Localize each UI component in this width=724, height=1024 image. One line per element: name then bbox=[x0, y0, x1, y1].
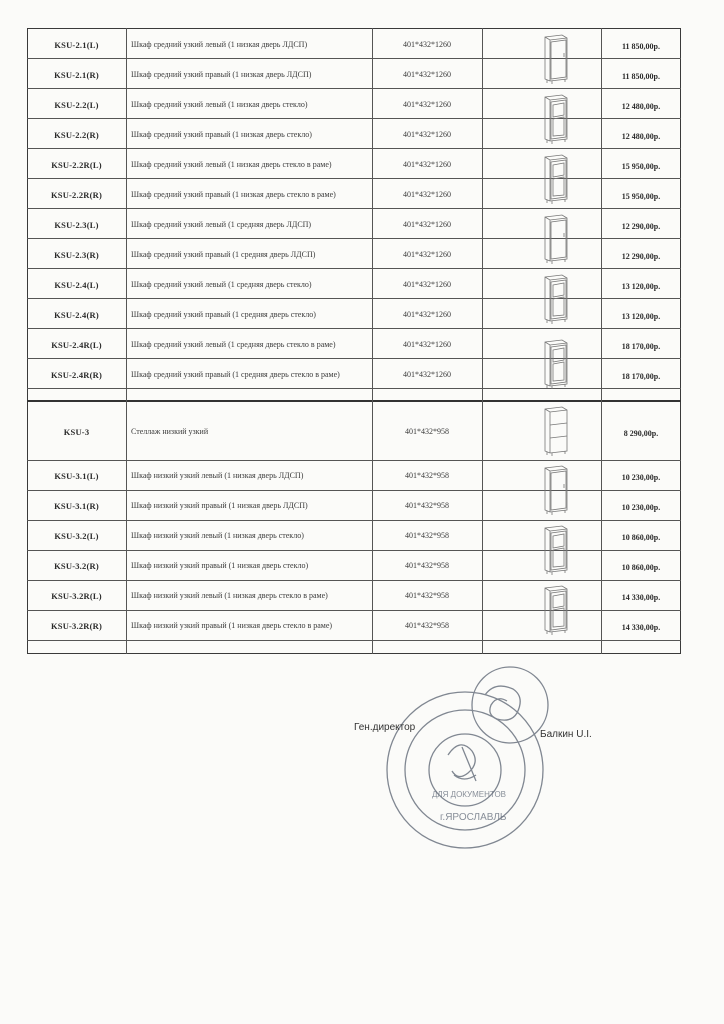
row-code: KSU-3.1(L) bbox=[54, 471, 99, 481]
cabinet-drawing bbox=[540, 273, 570, 325]
product-image bbox=[509, 581, 601, 639]
row-code: KSU-3.2(R) bbox=[54, 561, 99, 571]
row-price: 10 860,00р. bbox=[621, 533, 661, 542]
row-code: KSU-2.1(R) bbox=[54, 70, 99, 80]
row-dimensions: 401*432*958 bbox=[405, 426, 449, 436]
row-name: Шкаф средний узкий правый (1 средняя дверь стекло) bbox=[131, 310, 316, 319]
row-price: 12 480,00р. bbox=[621, 132, 661, 141]
row-price: 12 290,00р. bbox=[621, 222, 661, 231]
column-divider bbox=[126, 28, 127, 654]
row-price: 10 860,00р. bbox=[621, 563, 661, 572]
cabinet-drawing bbox=[540, 584, 570, 636]
cabinet-drawing bbox=[540, 153, 570, 205]
row-price: 14 330,00р. bbox=[621, 623, 661, 632]
row-dimensions: 401*432*958 bbox=[405, 591, 449, 600]
row-price: 12 480,00р. bbox=[621, 102, 661, 111]
product-image bbox=[509, 90, 601, 148]
signature-name: Балкин U.I. bbox=[540, 729, 592, 740]
row-code: KSU-3.1(R) bbox=[54, 501, 99, 511]
row-price: 15 950,00р. bbox=[621, 192, 661, 201]
cabinet-drawing bbox=[540, 213, 570, 265]
row-name: Шкаф низкий узкий левый (1 низкая дверь стекло в раме) bbox=[131, 591, 328, 600]
price-table bbox=[27, 28, 681, 654]
row-name: Шкаф средний узкий правый (1 низкая дверь ЛДСП) bbox=[131, 70, 312, 79]
row-price: 11 850,00р. bbox=[621, 72, 660, 81]
row-dimensions: 401*432*1260 bbox=[403, 220, 451, 229]
row-dimensions: 401*432*1260 bbox=[403, 310, 451, 319]
row-price: 18 170,00р. bbox=[621, 372, 661, 381]
row-price: 10 230,00р. bbox=[621, 473, 661, 482]
row-code: KSU-3 bbox=[63, 426, 90, 437]
row-price: 8 290,00р. bbox=[623, 428, 659, 438]
row-code: KSU-2.2R(L) bbox=[51, 160, 102, 170]
column-divider bbox=[601, 28, 602, 654]
company-stamp bbox=[370, 665, 570, 865]
row-dimensions: 401*432*1260 bbox=[403, 250, 451, 259]
row-price: 15 950,00р. bbox=[621, 162, 661, 171]
row-code: KSU-2.2(L) bbox=[54, 100, 99, 110]
product-image bbox=[509, 150, 601, 208]
row-name: Шкаф средний узкий левый (1 средняя дверь ЛДСП) bbox=[131, 220, 312, 229]
cabinet-drawing bbox=[540, 93, 570, 145]
row-name: Шкаф низкий узкий левый (1 низкая дверь стекло) bbox=[131, 531, 304, 540]
row-code: KSU-2.4R(R) bbox=[50, 370, 103, 380]
row-name: Шкаф низкий узкий правый (1 низкая дверь стекло) bbox=[131, 561, 309, 570]
row-dimensions: 401*432*1260 bbox=[403, 280, 451, 289]
row-dimensions: 401*432*1260 bbox=[403, 130, 451, 139]
row-name: Шкаф низкий узкий правый (1 низкая дверь ЛДСП) bbox=[131, 501, 308, 510]
row-price: 12 290,00р. bbox=[621, 252, 661, 261]
row-name: Шкаф средний узкий левый (1 низкая дверь ЛДСП) bbox=[131, 40, 308, 49]
row-name: Стеллаж низкий узкий bbox=[131, 426, 209, 436]
row-dimensions: 401*432*1260 bbox=[403, 100, 451, 109]
product-image bbox=[509, 30, 601, 88]
row-dimensions: 401*432*1260 bbox=[403, 40, 451, 49]
product-image bbox=[509, 270, 601, 328]
row-name: Шкаф средний узкий левый (1 низкая дверь стекло в раме) bbox=[131, 160, 332, 169]
row-dimensions: 401*432*1260 bbox=[403, 70, 451, 79]
row-dimensions: 401*432*958 bbox=[405, 621, 449, 630]
column-divider bbox=[482, 28, 483, 654]
row-name: Шкаф средний узкий правый (1 средняя дверь ЛДСП) bbox=[131, 250, 316, 259]
stamp-docs-text: ДЛЯ ДОКУМЕНТОВ bbox=[432, 790, 507, 799]
row-code: KSU-3.2R(L) bbox=[51, 591, 102, 601]
row-code: KSU-2.4R(L) bbox=[51, 340, 102, 350]
row-price: 18 170,00р. bbox=[621, 342, 661, 351]
row-dimensions: 401*432*1260 bbox=[403, 370, 451, 379]
cabinet-drawing bbox=[540, 405, 570, 457]
row-dimensions: 401*432*958 bbox=[405, 471, 449, 480]
row-dimensions: 401*432*958 bbox=[405, 501, 449, 510]
row-dimensions: 401*432*1260 bbox=[403, 340, 451, 349]
row-code: KSU-2.2R(R) bbox=[50, 190, 103, 200]
row-name: Шкаф средний узкий левый (1 низкая дверь стекло) bbox=[131, 100, 308, 109]
row-name: Шкаф средний узкий левый (1 средняя дверь стекло в раме) bbox=[131, 340, 336, 349]
cabinet-drawing bbox=[540, 333, 570, 395]
product-image bbox=[509, 210, 601, 268]
row-name: Шкаф средний узкий левый (1 средняя дверь стекло) bbox=[131, 280, 312, 289]
row-name: Шкаф средний узкий правый (1 средняя дверь стекло в раме) bbox=[131, 370, 340, 379]
row-code: KSU-2.1(L) bbox=[54, 40, 99, 50]
stamp-city-text: г.ЯРОСЛАВЛЬ bbox=[440, 812, 507, 823]
row-price: 14 330,00р. bbox=[621, 593, 661, 602]
cabinet-drawing bbox=[540, 524, 570, 576]
row-name: Шкаф средний узкий правый (1 низкая дверь стекло в раме) bbox=[131, 190, 336, 199]
row-name: Шкаф средний узкий правый (1 низкая дверь стекло) bbox=[131, 130, 312, 139]
signature-title: Ген.директор bbox=[354, 722, 416, 733]
row-code: KSU-2.3(R) bbox=[54, 250, 99, 260]
row-code: KSU-2.4(R) bbox=[54, 310, 99, 320]
row-code: KSU-2.4(L) bbox=[54, 280, 99, 290]
product-image bbox=[509, 402, 601, 460]
row-dimensions: 401*432*1260 bbox=[403, 190, 451, 199]
cabinet-drawing bbox=[540, 464, 570, 516]
row-dimensions: 401*432*958 bbox=[405, 531, 449, 540]
cabinet-drawing bbox=[540, 33, 570, 85]
row-price: 13 120,00р. bbox=[621, 312, 661, 321]
row-price: 13 120,00р. bbox=[621, 282, 661, 291]
stamp-seal bbox=[370, 665, 570, 865]
product-image bbox=[509, 521, 601, 579]
product-image bbox=[509, 461, 601, 519]
row-price: 11 850,00р. bbox=[621, 42, 660, 51]
row-price: 10 230,00р. bbox=[621, 503, 661, 512]
row-code: KSU-2.2(R) bbox=[54, 130, 99, 140]
row-name: Шкаф низкий узкий левый (1 низкая дверь ЛДСП) bbox=[131, 471, 304, 480]
row-dimensions: 401*432*958 bbox=[405, 561, 449, 570]
product-image bbox=[509, 330, 601, 398]
row-code: KSU-2.3(L) bbox=[54, 220, 99, 230]
row-code: KSU-3.2R(R) bbox=[50, 621, 103, 631]
row-name: Шкаф низкий узкий правый (1 низкая дверь стекло в раме) bbox=[131, 621, 333, 630]
row-code: KSU-3.2(L) bbox=[54, 531, 99, 541]
row-dimensions: 401*432*1260 bbox=[403, 160, 451, 169]
